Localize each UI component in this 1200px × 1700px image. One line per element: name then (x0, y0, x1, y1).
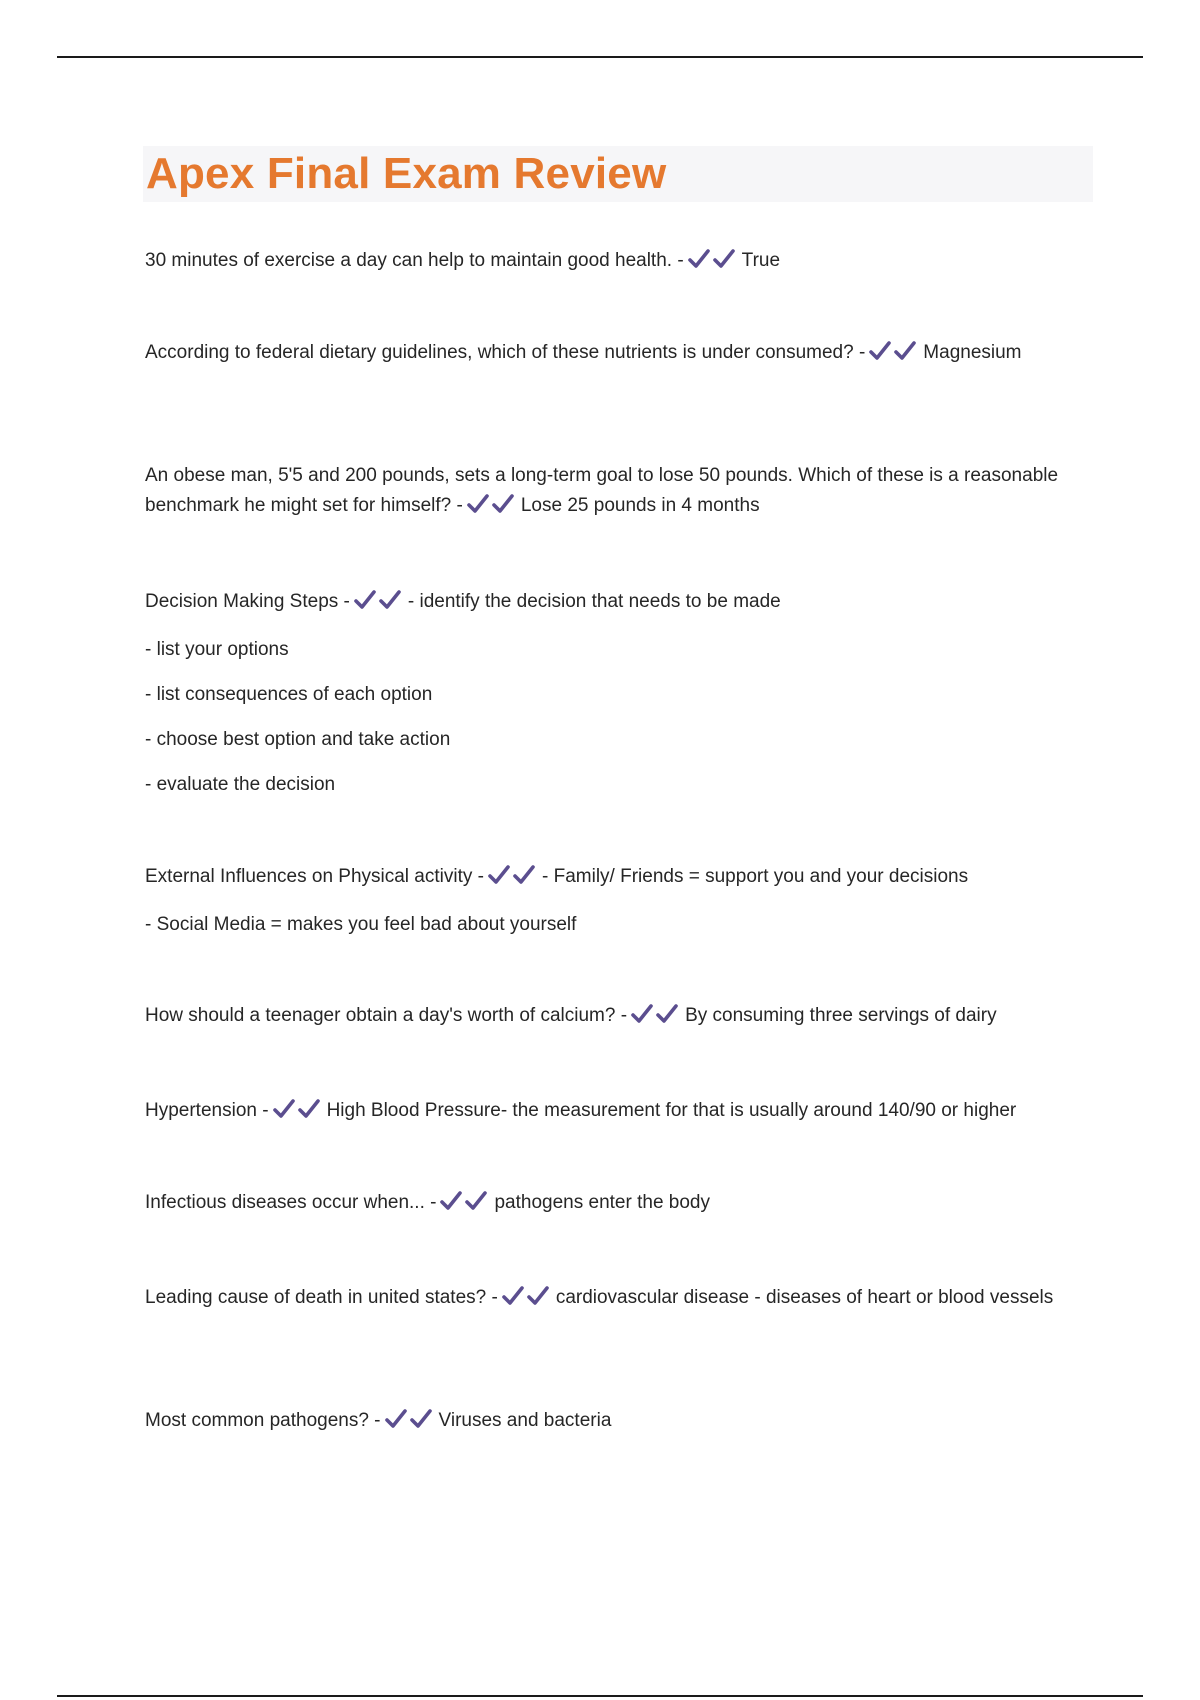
checkmark-icon (465, 1191, 487, 1211)
double-checkmark-icon (631, 1004, 681, 1034)
double-checkmark-icon (869, 341, 919, 371)
answer-text: High Blood Pressure- the measurement for that is usually around 140/90 or higher (326, 1100, 1017, 1121)
qa-item (145, 587, 1100, 800)
double-checkmark-icon (502, 1286, 552, 1316)
double-checkmark-icon (688, 249, 738, 279)
qa-item (145, 461, 1100, 524)
double-checkmark-icon (488, 865, 538, 895)
answer-continuation: - list consequences of each option (145, 684, 433, 705)
checkmark-icon (379, 590, 401, 610)
document-title: Apex Final Exam Review (146, 149, 667, 198)
checkmark-icon (488, 865, 510, 885)
double-checkmark-icon (440, 1191, 490, 1221)
double-checkmark-icon (467, 494, 517, 524)
checkmark-icon (354, 590, 376, 610)
qa-line (145, 1096, 1100, 1129)
answer-text: pathogens enter the body (494, 1192, 710, 1213)
question-text: Infectious diseases occur when... - (145, 1192, 437, 1213)
question-text: According to federal dietary guidelines, which of these nutrients is under consumed? - (145, 342, 866, 363)
qa-line (145, 587, 1100, 620)
checkmark-icon (513, 865, 535, 885)
qa-line (145, 1188, 1100, 1221)
qa-item (145, 862, 1100, 940)
checkmark-icon (410, 1409, 432, 1429)
question-text: Most common pathogens? - (145, 1410, 381, 1431)
answer-text: - Family/ Friends = support you and your decisions (542, 866, 969, 887)
answer-text: Viruses and bacteria (438, 1410, 612, 1431)
checkmark-icon (656, 1004, 678, 1024)
qa-item (145, 246, 1100, 279)
answer-continuation: - Social Media = makes you feel bad about yourself (145, 914, 577, 935)
qa-item (145, 338, 1100, 371)
question-text: Decision Making Steps - (145, 591, 350, 612)
checkmark-icon (385, 1409, 407, 1429)
question-text: External Influences on Physical activity - (145, 866, 484, 887)
qa-item (145, 1188, 1100, 1221)
answer-continuation: - choose best option and take action (145, 729, 451, 750)
checkmark-icon (869, 341, 891, 361)
answer-text: Magnesium (923, 342, 1022, 363)
qa-line (145, 862, 1100, 895)
answer-text: - identify the decision that needs to be made (407, 591, 781, 612)
answer-continuation: - list your options (145, 639, 289, 660)
qa-line (145, 1283, 1100, 1316)
answer-continuation: - evaluate the decision (145, 774, 336, 795)
answer-text: Lose 25 pounds in 4 months (520, 495, 760, 516)
question-text: How should a teenager obtain a day's worth of calcium? - (145, 1005, 628, 1026)
qa-item (145, 1001, 1100, 1034)
question-text: 30 minutes of exercise a day can help to maintain good health. - (145, 250, 684, 271)
double-checkmark-icon (385, 1409, 435, 1439)
checkmark-icon (298, 1099, 320, 1119)
double-checkmark-icon (354, 590, 404, 620)
double-checkmark-icon (273, 1099, 323, 1129)
checkmark-icon (502, 1286, 524, 1306)
checkmark-icon (467, 494, 489, 514)
qa-line (145, 1406, 1100, 1439)
checkmark-icon (440, 1191, 462, 1211)
qa-line (145, 461, 1100, 524)
qa-line (145, 338, 1100, 371)
checkmark-icon (273, 1099, 295, 1119)
qa-item (145, 1096, 1100, 1129)
checkmark-icon (492, 494, 514, 514)
checkmark-icon (631, 1004, 653, 1024)
qa-item (145, 1406, 1100, 1439)
qa-line (145, 1001, 1100, 1034)
question-text: Hypertension - (145, 1100, 269, 1121)
answer-text: cardiovascular disease - diseases of heart or blood vessels (555, 1287, 1054, 1308)
checkmark-icon (527, 1286, 549, 1306)
bottom-divider (57, 1695, 1143, 1697)
qa-item (145, 1283, 1100, 1316)
answer-text: True (741, 250, 781, 271)
question-text: An obese man, 5'5 and 200 pounds, sets a long-term goal to lose 50 pounds. Which of these is a reasonable benchmark he might set for himself? - (145, 465, 1059, 516)
top-divider (57, 56, 1143, 58)
answer-text: By consuming three servings of dairy (685, 1005, 997, 1026)
checkmark-icon (894, 341, 916, 361)
question-text: Leading cause of death in united states? - (145, 1287, 498, 1308)
checkmark-icon (688, 249, 710, 269)
qa-line (145, 246, 1100, 279)
checkmark-icon (713, 249, 735, 269)
